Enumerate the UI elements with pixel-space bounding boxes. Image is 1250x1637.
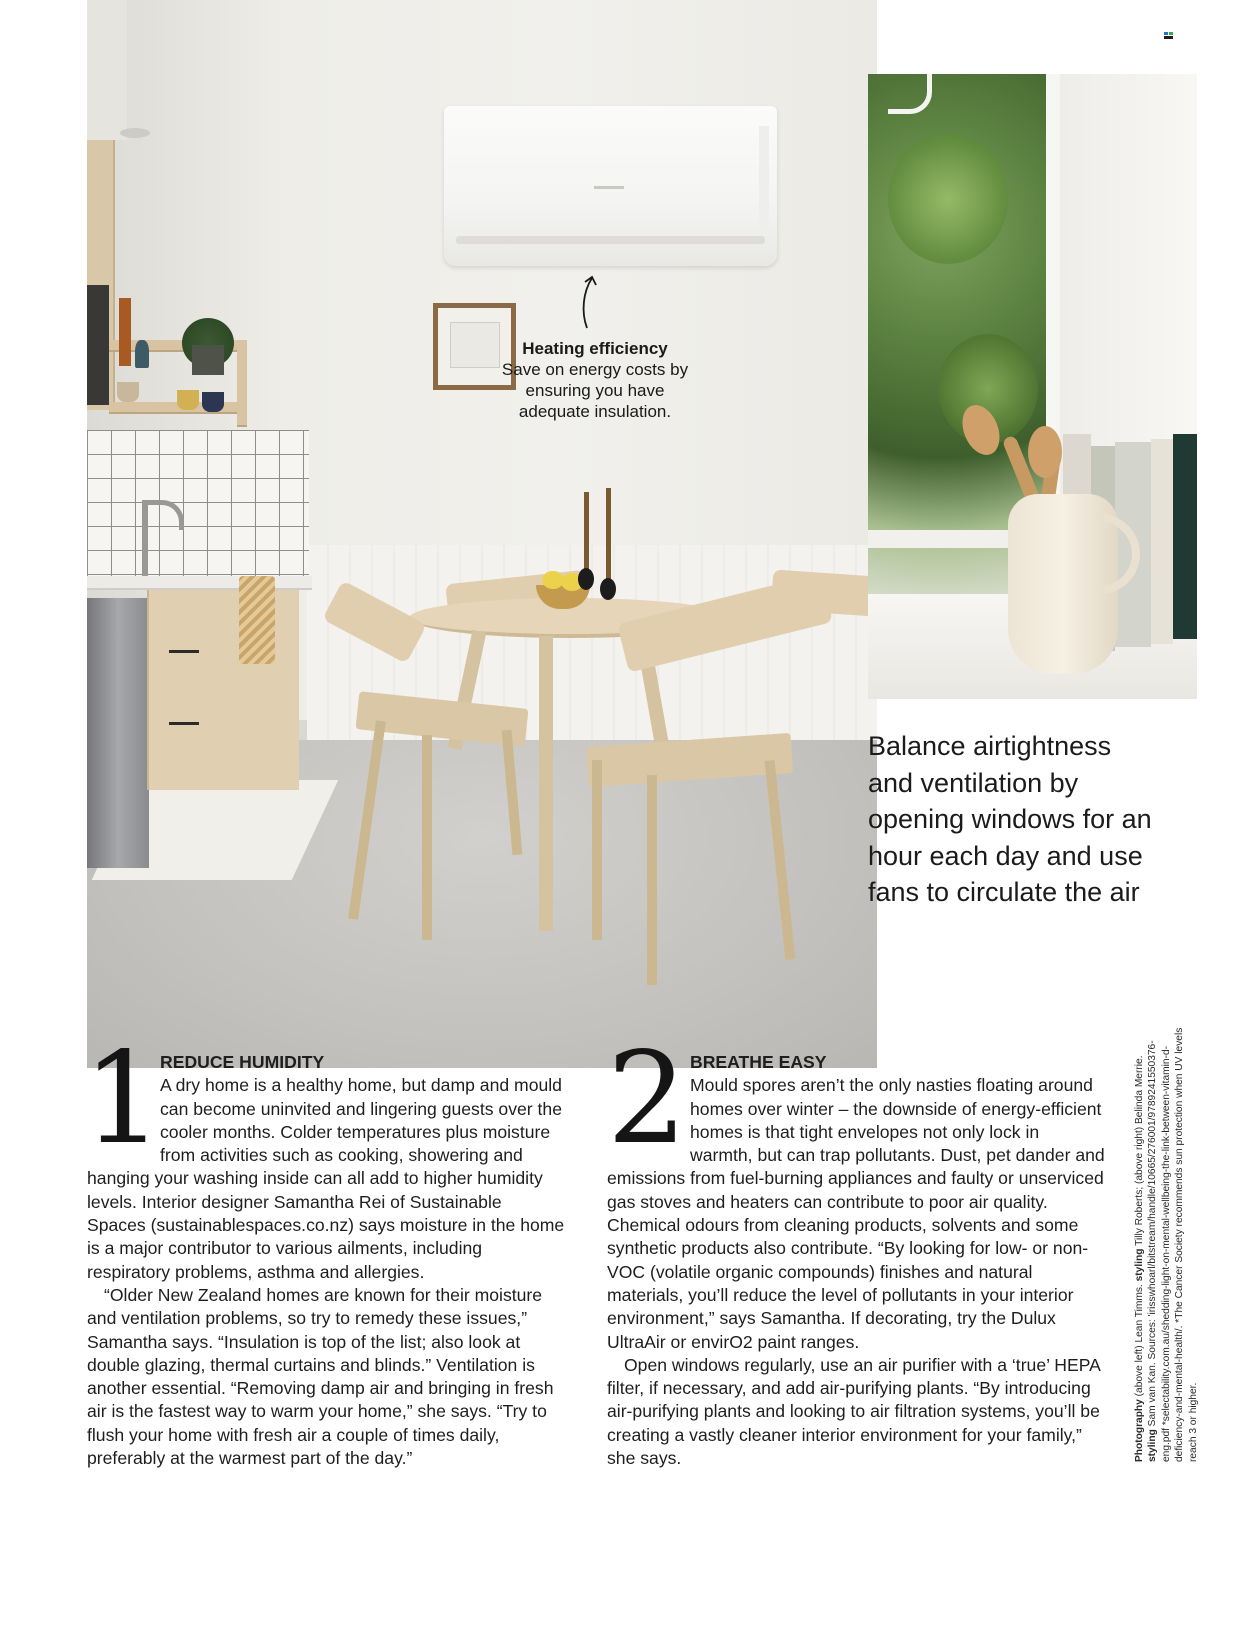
vase [119,298,131,366]
candle [606,488,611,580]
section-heading: BREATHE EASY [690,1052,827,1072]
section-number: 2 [607,1025,688,1172]
section-heading: REDUCE HUMIDITY [160,1052,325,1072]
table-leg [539,636,553,931]
annotation-body: Save on energy costs by ensuring you have adequate insulation. [501,360,689,421]
annotation-heading: Heating efficiency [522,339,668,358]
benchtop [87,576,312,590]
page-mark-icon [1164,32,1174,40]
candle [584,492,589,574]
fridge [87,598,149,868]
tile-splashback [87,430,309,580]
heat-pump-unit [444,106,777,266]
photo-credits: Photography (above left) Lean Timms. styling Tilly Roberts; (above right) Belinda Merrie. styling Sam van Kan. Sources: 'irisswhoarl/bitstream/handle/10665/276001/9789241550376-eng.pdf *selectability.com.au/shedding-light-on-mental-wellbeing-the-link-between-vitamin-d-deficiency-and-mental-health/. *The Cancer Society recommends sun protection when UV levels reach 3 or higher. [1134,1027,1199,1462]
microwave [87,285,109,405]
tea-towel [239,576,275,664]
section-paragraph: A dry home is a healthy home, but damp and mould can become uninvited and lingering guests over the cooler months. Colder temperatures plus moisture from activities such as cooking, showering and hanging your washing inside can all add to higher humidity levels. Interior designer Samantha Rei of Sustainable Spaces (sustainablespaces.co.nz) says moisture in the home is a major contributor to various ailments, including respiratory problems, asthma and allergies. [87,1075,565,1282]
pull-quote: Balance airtightness and ventilation by opening windows for an hour each day and use fans to circulate the air [868,731,1152,907]
wooden-spoon [1028,426,1062,478]
section-paragraph: “Older New Zealand homes are known for their moisture and ventilation problems, so try to remedy these issues,” Samantha says. “Insulation is top of the list; also look at double glazing, thermal curtains and blinds.” Ventilation is another essential. “Removing damp air and bringing in fresh air is the fastest way to warm your home,” she says. “Try to flush your home with fresh air a couple of times daily, preferably at the warmest part of the day.” [87,1284,554,1469]
book [1173,434,1197,639]
kitchen-dining-photo [87,0,877,1068]
heating-annotation [500,338,690,422]
book [1151,439,1173,644]
section-number: 1 [83,1025,164,1172]
section-reduce-humidity [87,1051,565,1470]
vase [135,340,149,368]
annotation-arrow-icon [575,272,605,332]
section-paragraph: Mould spores aren’t the only nasties floating around homes over winter – the downside of energy-efficient homes is that tight envelopes not only lock in warmth, but can trap pollutants. Dust, pet dander and emissions from fuel-burning appliances and faulty or unserviced gas stoves and heaters can contribute to poor air quality. Chemical odours from cleaning products, solvents and some synthetic products also contribute. “By looking for low- or non-VOC (volatile organic compounds) finishes and natural materials, you’ll reduce the level of pollutants in your interior environment,” says Samantha. If decorating, try the Dulux UltraAir or envirO2 paint ranges. [607,1075,1105,1352]
section-breathe-easy [607,1051,1105,1470]
lower-cabinet [147,590,299,790]
section-paragraph: Open windows regularly, use an air purifier with a ‘true’ HEPA filter, if necessary, and add air-purifying plants. “By introducing air-purifying plants and looking to air filtration systems, you’ll be creating a vastly cleaner interior environment for your family,” she says. [607,1354,1100,1469]
windowsill-photo [868,74,1197,699]
downlight [120,128,150,138]
